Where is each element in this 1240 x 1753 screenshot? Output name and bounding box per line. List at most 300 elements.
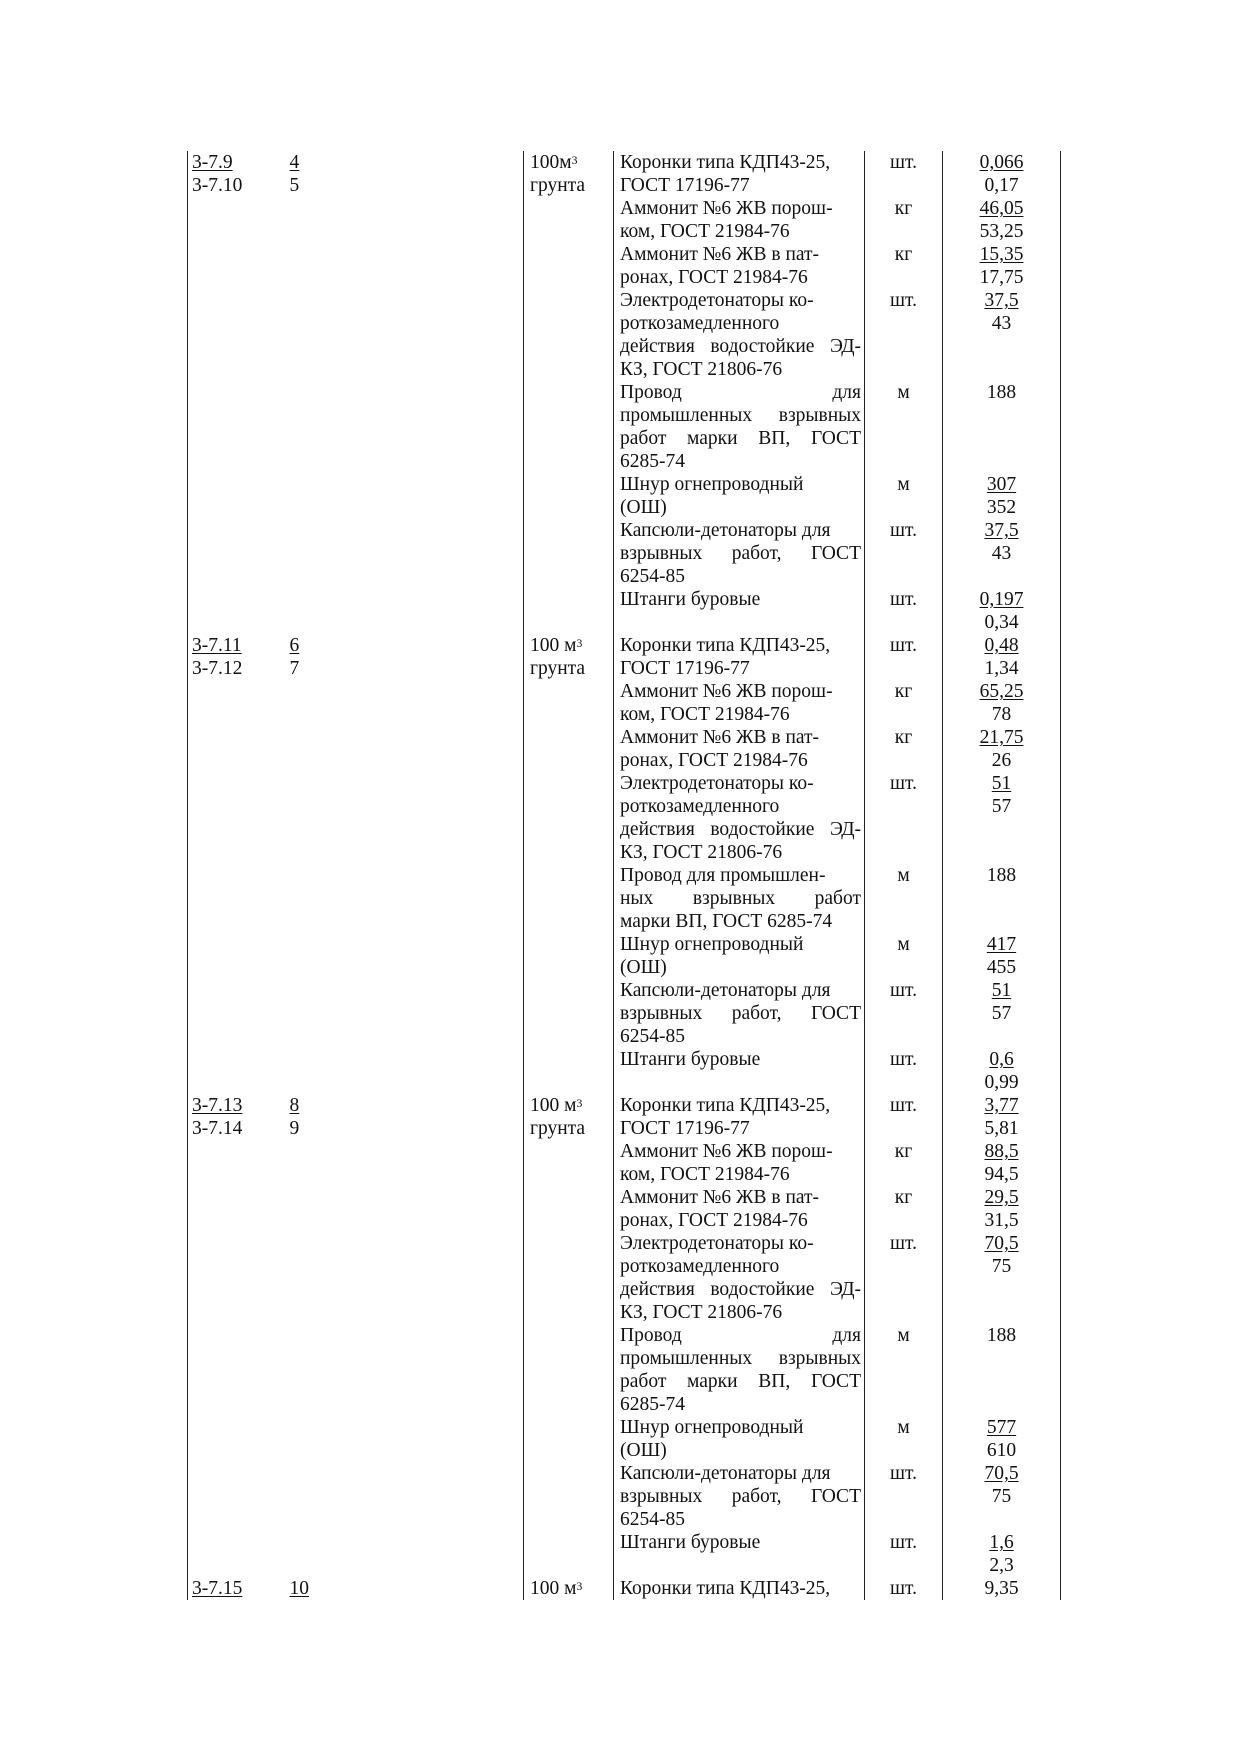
unit-of-work-cell (524, 1416, 614, 1462)
norm-code-cell (188, 864, 286, 933)
quantity-cell (943, 680, 1061, 726)
norm-row (188, 1232, 1061, 1324)
material-name-line: (ОШ) (620, 1440, 667, 1461)
material-name-line: ронах, ГОСТ 21984-76 (620, 750, 808, 771)
measure-unit: шт. (890, 1049, 917, 1070)
quantity-cell (943, 1416, 1061, 1462)
material-name-line: роткозамедленного (620, 796, 780, 817)
quantity-value: 53,25 (979, 221, 1024, 242)
quantity-cell (943, 772, 1061, 864)
unit-of-work-cell (524, 243, 614, 289)
unit-of-work-cell (524, 1577, 614, 1600)
measure-unit: кг (894, 727, 913, 748)
material-name-line: марки ВП, ГОСТ 6285-74 (620, 911, 833, 932)
norm-row (188, 772, 1061, 864)
norm-row (188, 1094, 1061, 1140)
measure-unit: м (897, 1325, 910, 1346)
norm-code-cell (188, 634, 286, 680)
material-name-word: ВП, (758, 428, 791, 449)
quantity-value: 0,6 (989, 1049, 1014, 1070)
measure-unit-cell (865, 1186, 943, 1232)
material-name-line: Шнур огнепроводный (620, 474, 804, 495)
norm-code-cell (188, 1324, 286, 1416)
measure-unit-cell (865, 1094, 943, 1140)
unit-of-work-cell (524, 289, 614, 381)
material-name-cell (614, 588, 865, 634)
quantity-cell (943, 197, 1061, 243)
unit-base: 100 м (530, 1578, 577, 1599)
material-name-line: 6254-85 (620, 566, 685, 587)
unit-of-work (530, 634, 613, 657)
material-name-word: ГОСТ (810, 1003, 861, 1024)
measure-unit: шт. (890, 773, 917, 794)
material-name-word: ВП, (758, 1371, 791, 1392)
quantity-value: 0,48 (984, 635, 1019, 656)
measure-unit: м (897, 382, 910, 403)
quantity-value: 70,5 (984, 1233, 1019, 1254)
material-name-line (620, 1347, 861, 1370)
quantity-value: 51 (991, 980, 1012, 1001)
quantity-cell (943, 588, 1061, 634)
material-name-line: роткозамедленного (620, 313, 780, 334)
material-name-word: взрывных (692, 888, 776, 909)
norm-number-cell (286, 979, 524, 1048)
norm-code-cell (188, 1416, 286, 1462)
unit-of-work-cell (524, 381, 614, 473)
measure-unit: м (897, 474, 910, 495)
norm-number-cell (286, 864, 524, 933)
norm-code-cell (188, 772, 286, 864)
measure-unit: шт. (890, 1532, 917, 1553)
material-name-cell (614, 772, 865, 864)
material-name-line: Штанги буровые (620, 1532, 761, 1553)
norm-number: 10 (289, 1578, 309, 1599)
measure-unit-cell (865, 772, 943, 864)
norm-number-cell (286, 680, 524, 726)
measure-unit: кг (894, 681, 913, 702)
quantity-value: 577 (986, 1417, 1017, 1438)
quantity-value: 57 (991, 796, 1012, 817)
norm-row (188, 519, 1061, 588)
material-name-word: водостойкие (710, 1279, 815, 1300)
quantity-value: 188 (986, 382, 1017, 403)
norm-code: 3-7.11 (192, 635, 242, 656)
material-name-line: Капсюли-детонаторы для (620, 980, 831, 1001)
measure-unit: шт. (890, 589, 917, 610)
norm-code-cell (188, 680, 286, 726)
norm-code-cell (188, 1531, 286, 1577)
material-name-line (620, 1370, 861, 1393)
unit-of-work-cell (524, 473, 614, 519)
norm-code-cell (188, 588, 286, 634)
material-name-line: Коронки типа КДП43-25, (620, 635, 831, 656)
quantity-value: 417 (986, 934, 1017, 955)
material-name-line: ронах, ГОСТ 21984-76 (620, 267, 808, 288)
norm-number-cell (286, 473, 524, 519)
unit-superscript: 3 (571, 154, 578, 167)
quantity-value: 46,05 (979, 198, 1024, 219)
norm-number-cell (286, 933, 524, 979)
norm-row (188, 289, 1061, 381)
material-name-line: ГОСТ 17196-77 (620, 1118, 750, 1139)
material-name-word: водостойкие (710, 336, 815, 357)
unit-of-work-cell (524, 588, 614, 634)
unit-of-work-cell (524, 726, 614, 772)
material-name-line: Коронки типа КДП43-25, (620, 1578, 831, 1599)
quantity-value: 352 (986, 497, 1017, 518)
material-name-line: ронах, ГОСТ 21984-76 (620, 1210, 808, 1231)
quantity-value: 51 (991, 773, 1012, 794)
material-name-cell (614, 1094, 865, 1140)
material-name-word: Провод (620, 1325, 682, 1346)
material-name-cell (614, 1048, 865, 1094)
quantity-value: 1,6 (989, 1532, 1014, 1553)
material-name-line: Капсюли-детонаторы для (620, 520, 831, 541)
quantity-cell (943, 726, 1061, 772)
material-name-word: работ (620, 428, 667, 449)
quantity-value: 9,35 (984, 1578, 1019, 1599)
quantity-cell (943, 1094, 1061, 1140)
material-name-cell (614, 1531, 865, 1577)
norm-number: 9 (289, 1118, 300, 1139)
quantity-value: 17,75 (979, 267, 1024, 288)
measure-unit-cell (865, 634, 943, 680)
quantity-value: 37,5 (984, 290, 1019, 311)
unit-of-work-cell (524, 1462, 614, 1531)
norm-code-cell (188, 1462, 286, 1531)
unit-of-work (530, 1577, 613, 1600)
material-name-line: Электродетонаторы ко- (620, 290, 814, 311)
material-name-word: работ (814, 888, 861, 909)
unit-of-work-note: грунта (530, 175, 586, 196)
material-name-line: 6285-74 (620, 1394, 685, 1415)
material-name-line: 6254-85 (620, 1509, 685, 1530)
quantity-value: 188 (986, 865, 1017, 886)
quantity-cell (943, 473, 1061, 519)
measure-unit-cell (865, 933, 943, 979)
measure-unit: шт. (890, 1463, 917, 1484)
norm-code-cell (188, 933, 286, 979)
unit-of-work (530, 1094, 613, 1117)
norm-number: 5 (289, 175, 300, 196)
unit-of-work-note: грунта (530, 1118, 586, 1139)
material-name-word: действия (620, 819, 695, 840)
quantity-cell (943, 1186, 1061, 1232)
norm-row (188, 1140, 1061, 1186)
norm-code: 3-7.12 (192, 658, 243, 679)
material-name-line: Шнур огнепроводный (620, 1417, 804, 1438)
measure-unit: шт. (890, 1095, 917, 1116)
material-name-line: ком, ГОСТ 21984-76 (620, 1164, 790, 1185)
material-name-cell (614, 1186, 865, 1232)
norm-code-cell (188, 381, 286, 473)
measure-unit: шт. (890, 635, 917, 656)
norm-code-cell (188, 726, 286, 772)
material-name-line (620, 1278, 861, 1301)
material-name-word: ЭД- (829, 819, 861, 840)
material-name-word: ГОСТ (810, 1486, 861, 1507)
quantity-cell (943, 864, 1061, 933)
norm-code-cell (188, 473, 286, 519)
material-name-word: взрывных (620, 1486, 703, 1507)
norm-number-cell (286, 1048, 524, 1094)
materials-norm-table (187, 151, 1061, 1600)
quantity-cell (943, 381, 1061, 473)
material-name-line (620, 1002, 861, 1025)
measure-unit-cell (865, 381, 943, 473)
quantity-value: 26 (991, 750, 1012, 771)
quantity-cell (943, 1531, 1061, 1577)
measure-unit-cell (865, 680, 943, 726)
material-name-line: КЗ, ГОСТ 21806-76 (620, 1302, 783, 1323)
norm-number-cell (286, 151, 524, 197)
material-name-line: Аммонит №6 ЖВ в пат- (620, 727, 820, 748)
quantity-value: 1,34 (984, 658, 1019, 679)
measure-unit-cell (865, 1232, 943, 1324)
norm-code-cell (188, 1232, 286, 1324)
quantity-value: 0,066 (979, 152, 1024, 173)
material-name-cell (614, 1140, 865, 1186)
material-name-line (620, 335, 861, 358)
material-name-line: Аммонит №6 ЖВ порош- (620, 1141, 833, 1162)
quantity-cell (943, 1140, 1061, 1186)
measure-unit-cell (865, 588, 943, 634)
quantity-value: 0,197 (979, 589, 1024, 610)
unit-of-work-cell (524, 151, 614, 197)
norm-code-cell (188, 979, 286, 1048)
material-name-cell (614, 680, 865, 726)
material-name-word: для (832, 1325, 861, 1346)
material-name-word: промышленных (620, 1348, 753, 1369)
material-name-word: взрывных (778, 1348, 861, 1369)
norm-number: 7 (289, 658, 300, 679)
material-name-line: Коронки типа КДП43-25, (620, 152, 831, 173)
material-name-cell (614, 519, 865, 588)
measure-unit-cell (865, 473, 943, 519)
measure-unit-cell (865, 979, 943, 1048)
norm-row (188, 1531, 1061, 1577)
measure-unit-cell (865, 1577, 943, 1600)
norm-row (188, 197, 1061, 243)
unit-of-work-cell (524, 933, 614, 979)
norm-number-cell (286, 634, 524, 680)
norm-code-cell (188, 1094, 286, 1140)
norm-number-cell (286, 1232, 524, 1324)
norm-code-cell (188, 1048, 286, 1094)
unit-of-work-note: грунта (530, 658, 586, 679)
material-name-line: Аммонит №6 ЖВ порош- (620, 681, 833, 702)
measure-unit-cell (865, 519, 943, 588)
material-name-line (620, 887, 861, 910)
norm-code: 3-7.15 (192, 1578, 243, 1599)
material-name-cell (614, 151, 865, 197)
material-name-line (620, 381, 861, 404)
quantity-value: 15,35 (979, 244, 1024, 265)
unit-of-work-cell (524, 634, 614, 680)
measure-unit: шт. (890, 980, 917, 1001)
quantity-value: 88,5 (984, 1141, 1019, 1162)
material-name-word: взрывных (620, 543, 703, 564)
material-name-word: ГОСТ (810, 543, 861, 564)
norm-number-cell (286, 1416, 524, 1462)
material-name-word: ЭД- (829, 336, 861, 357)
material-name-cell (614, 1462, 865, 1531)
material-name-word: действия (620, 1279, 695, 1300)
norm-number-cell (286, 519, 524, 588)
norm-number-cell (286, 1531, 524, 1577)
material-name-cell (614, 726, 865, 772)
quantity-value: 78 (991, 704, 1012, 725)
measure-unit-cell (865, 1048, 943, 1094)
quantity-value: 21,75 (979, 727, 1024, 748)
material-name-line: Аммонит №6 ЖВ в пат- (620, 244, 820, 265)
material-name-line (620, 542, 861, 565)
norm-row (188, 1462, 1061, 1531)
measure-unit: шт. (890, 1233, 917, 1254)
measure-unit: м (897, 934, 910, 955)
norm-row (188, 1416, 1061, 1462)
quantity-cell (943, 634, 1061, 680)
norm-code-cell (188, 151, 286, 197)
measure-unit: кг (894, 198, 913, 219)
measure-unit: кг (894, 1187, 913, 1208)
measure-unit-cell (865, 243, 943, 289)
norm-row (188, 680, 1061, 726)
quantity-value: 43 (991, 543, 1012, 564)
material-name-line: Капсюли-детонаторы для (620, 1463, 831, 1484)
measure-unit: кг (894, 1141, 913, 1162)
unit-of-work-cell (524, 1048, 614, 1094)
material-name-cell (614, 197, 865, 243)
norm-row (188, 1186, 1061, 1232)
norm-row (188, 381, 1061, 473)
norm-number-cell (286, 1577, 524, 1600)
quantity-cell (943, 1232, 1061, 1324)
norm-row (188, 979, 1061, 1048)
norm-code: 3-7.10 (192, 175, 243, 196)
material-name-line (620, 1324, 861, 1347)
measure-unit-cell (865, 151, 943, 197)
unit-base: 100 м (530, 1095, 577, 1116)
quantity-value: 65,25 (979, 681, 1024, 702)
unit-of-work-cell (524, 1232, 614, 1324)
norm-code: 3-7.9 (192, 152, 233, 173)
material-name-cell (614, 634, 865, 680)
material-name-word: марки (687, 1371, 738, 1392)
norm-code-cell (188, 1577, 286, 1600)
norm-code-cell (188, 1140, 286, 1186)
norm-row (188, 864, 1061, 933)
material-name-line: (ОШ) (620, 957, 667, 978)
norm-row (188, 151, 1061, 197)
quantity-cell (943, 1577, 1061, 1600)
unit-superscript: 3 (576, 637, 583, 650)
material-name-word: ГОСТ (810, 1371, 861, 1392)
measure-unit: м (897, 865, 910, 886)
material-name-line (620, 818, 861, 841)
material-name-cell (614, 243, 865, 289)
norm-number: 8 (289, 1095, 300, 1116)
material-name-line: Аммонит №6 ЖВ в пат- (620, 1187, 820, 1208)
material-name-line (620, 404, 861, 427)
quantity-value: 3,77 (984, 1095, 1019, 1116)
norm-row (188, 933, 1061, 979)
material-name-cell (614, 289, 865, 381)
material-name-line: ГОСТ 17196-77 (620, 658, 750, 679)
material-name-word: водостойкие (710, 819, 815, 840)
material-name-line: Шнур огнепроводный (620, 934, 804, 955)
material-name-line: 6254-85 (620, 1026, 685, 1047)
norm-code: 3-7.13 (192, 1095, 243, 1116)
norm-code-cell (188, 1186, 286, 1232)
material-name-cell (614, 1324, 865, 1416)
quantity-cell (943, 1462, 1061, 1531)
unit-of-work-cell (524, 197, 614, 243)
material-name-word: для (832, 382, 861, 403)
material-name-cell (614, 473, 865, 519)
unit-of-work (530, 151, 613, 174)
material-name-line: ГОСТ 17196-77 (620, 175, 750, 196)
norm-number-cell (286, 772, 524, 864)
quantity-value: 188 (986, 1325, 1017, 1346)
unit-of-work-cell (524, 1140, 614, 1186)
quantity-value: 31,5 (984, 1210, 1019, 1231)
material-name-cell (614, 979, 865, 1048)
material-name-line: Штанги буровые (620, 1049, 761, 1070)
norm-number-cell (286, 1462, 524, 1531)
norm-row (188, 726, 1061, 772)
quantity-value: 0,99 (984, 1072, 1019, 1093)
material-name-word: ных (620, 888, 654, 909)
quantity-value: 75 (991, 1256, 1012, 1277)
norm-code-cell (188, 289, 286, 381)
quantity-cell (943, 243, 1061, 289)
norm-row (188, 473, 1061, 519)
quantity-value: 57 (991, 1003, 1012, 1024)
material-name-word: ГОСТ (810, 428, 861, 449)
measure-unit: м (897, 1417, 910, 1438)
material-name-line (620, 427, 861, 450)
material-name-cell (614, 1577, 865, 1600)
measure-unit-cell (865, 1531, 943, 1577)
quantity-value: 0,34 (984, 612, 1019, 633)
norm-row (188, 634, 1061, 680)
norm-number-cell (286, 289, 524, 381)
quantity-value: 0,17 (984, 175, 1019, 196)
norm-code-cell (188, 243, 286, 289)
measure-unit-cell (865, 864, 943, 933)
material-name-cell (614, 1232, 865, 1324)
material-name-line: (ОШ) (620, 497, 667, 518)
measure-unit-cell (865, 1462, 943, 1531)
material-name-word: работ, (731, 543, 782, 564)
material-name-word: Провод (620, 382, 682, 403)
material-name-line: Электродетонаторы ко- (620, 1233, 814, 1254)
quantity-value: 455 (986, 957, 1017, 978)
norm-number: 6 (289, 635, 300, 656)
norm-number-cell (286, 726, 524, 772)
quantity-cell (943, 519, 1061, 588)
quantity-value: 37,5 (984, 520, 1019, 541)
quantity-value: 2,3 (989, 1555, 1014, 1576)
norm-number-cell (286, 381, 524, 473)
material-name-word: работ, (731, 1003, 782, 1024)
material-name-line: 6285-74 (620, 451, 685, 472)
quantity-cell (943, 979, 1061, 1048)
unit-of-work-cell (524, 519, 614, 588)
quantity-value: 70,5 (984, 1463, 1019, 1484)
measure-unit-cell (865, 726, 943, 772)
